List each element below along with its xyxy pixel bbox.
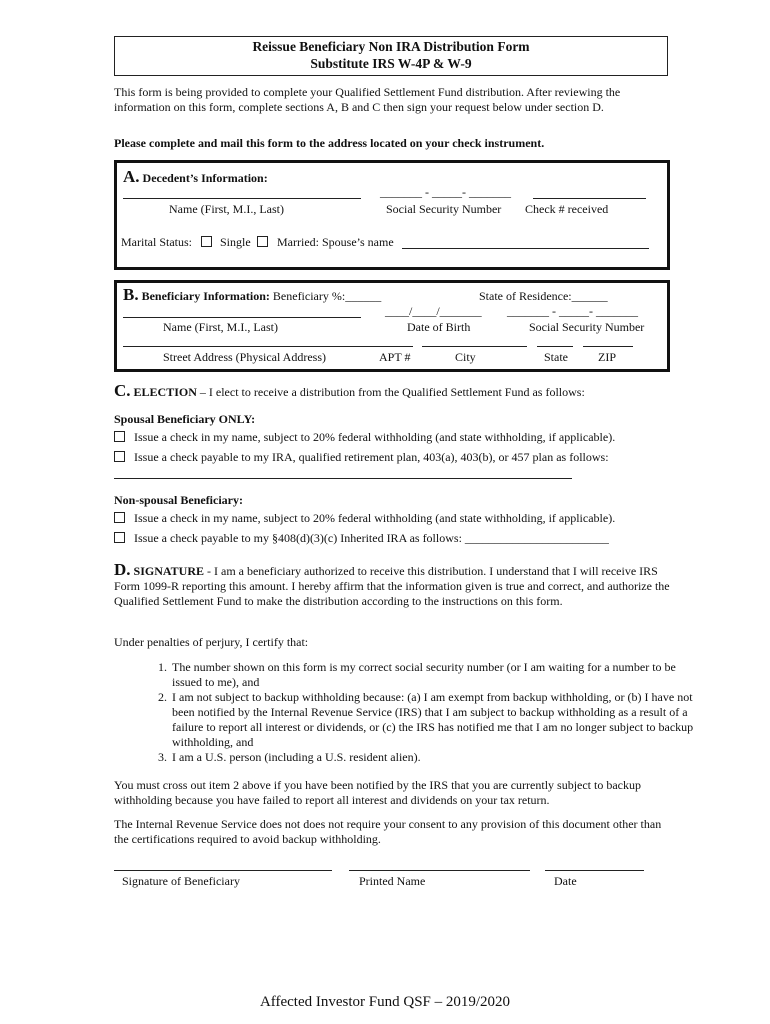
check-number-label: Check # received xyxy=(525,202,609,216)
city-label: City xyxy=(455,350,476,364)
section-c-text: – I elect to receive a distribution from the Qualified Settlement Fund as follows: xyxy=(199,385,585,399)
spousal-check-option1-checkbox[interactable] xyxy=(114,431,125,442)
form-subtitle: Substitute IRS W-4P & W-9 xyxy=(310,56,472,71)
perjury-statement: Under penalties of perjury, I certify that: xyxy=(114,635,309,649)
section-d-title: SIGNATURE xyxy=(133,564,204,578)
section-d-text: - I am a beneficiary authorized to receive this distribution. I understand that I will receive IRS Form 1099-R reporting this amount. I hereby affirm that the information given is true and correct, and authorize the Qualified Settlement Fund to make the distribution according to the instructions on this form. xyxy=(114,564,670,608)
section-a-box xyxy=(114,160,670,270)
nonspousal-check-option1-checkbox[interactable] xyxy=(114,512,125,523)
spousal-plan-field[interactable] xyxy=(114,478,572,479)
single-checkbox[interactable] xyxy=(201,236,212,247)
section-a-title: Decedent’s Information: xyxy=(142,171,268,185)
beneficiary-ssn-field[interactable]: _______ - _____- _______ xyxy=(507,304,638,318)
married-label: Married: Spouse’s name xyxy=(277,235,394,249)
footer-text: Affected Investor Fund QSF – 2019/2020 xyxy=(259,994,511,1010)
cross-out-note: You must cross out item 2 above if you have been notified by the IRS that you are currently subject to backup withholding because you have failed to report all interest and dividends on your tax return. xyxy=(114,778,642,807)
dob-field[interactable]: ____/____/_______ xyxy=(385,304,482,318)
spouse-name-field[interactable] xyxy=(402,248,649,249)
decedent-ssn-label: Social Security Number xyxy=(386,202,502,216)
state-of-residence-field[interactable]: State of Residence:______ xyxy=(479,289,608,303)
printed-name-field[interactable] xyxy=(349,870,530,871)
zip-label: ZIP xyxy=(598,350,616,364)
cert-item-3: 3. I am a U.S. person (including a U.S. resident alien). xyxy=(170,750,700,765)
section-c-title: ELECTION xyxy=(133,385,197,399)
spousal-heading: Spousal Beneficiary ONLY: xyxy=(114,412,256,426)
signature-label: Signature of Beneficiary xyxy=(122,874,240,888)
street-address-label: Street Address (Physical Address) xyxy=(163,350,326,364)
single-label: Single xyxy=(220,235,251,249)
section-d-paragraph xyxy=(114,562,674,609)
beneficiary-percent-field[interactable]: Beneficiary %:______ xyxy=(272,289,382,303)
beneficiary-ssn-label: Social Security Number xyxy=(529,320,645,334)
state-label: State xyxy=(544,350,568,364)
section-a-heading xyxy=(123,167,268,187)
printed-name-label: Printed Name xyxy=(359,874,426,888)
section-a-letter: A. xyxy=(123,167,140,186)
form-title-box xyxy=(114,36,668,76)
spousal-check-option2-checkbox[interactable] xyxy=(114,451,125,462)
street-address-field[interactable] xyxy=(123,346,413,347)
nonspousal-option2-label: Issue a check payable to my §408(d)(3)(c) Inherited IRA as follows: ________________________ xyxy=(134,531,609,545)
mail-instruction: Please complete and mail this form to the address located on your check instrument. xyxy=(114,136,545,150)
certification-list xyxy=(140,660,700,765)
nonspousal-heading: Non-spousal Beneficiary: xyxy=(114,493,243,507)
section-d-letter: D. xyxy=(114,560,131,579)
section-b-title: Beneficiary Information: xyxy=(141,289,270,303)
section-c-letter: C. xyxy=(114,381,131,400)
date-field[interactable] xyxy=(545,870,644,871)
state-field[interactable] xyxy=(537,346,573,347)
decedent-name-field[interactable] xyxy=(123,198,361,199)
apt-label: APT # xyxy=(379,350,411,364)
nonspousal-option1-label: Issue a check in my name, subject to 20% federal withholding (and state withholding, if applicable). xyxy=(134,511,616,525)
beneficiary-name-label: Name (First, M.I., Last) xyxy=(163,320,278,334)
dob-label: Date of Birth xyxy=(407,320,471,334)
intro-text: This form is being provided to complete your Qualified Settlement Fund distribution. After reviewing the information on this form, complete sections A, B and C then sign your request below under section D. xyxy=(114,85,621,114)
check-number-field[interactable] xyxy=(533,198,646,199)
section-b-box xyxy=(114,280,670,372)
date-label: Date xyxy=(554,874,577,888)
signature-field[interactable] xyxy=(114,870,332,871)
cert-item-2: 2. I am not subject to backup withholding because: (a) I am exempt from backup withholding, or (b) I have not been notified by the Internal Revenue Service (IRS) that I am subject to backup withholding as a result of a failure to report all interest or dividends, or (c) the IRS has notified me that I am no longer subject to backup withholding, and xyxy=(170,690,700,750)
spousal-option2-label: Issue a check payable to my IRA, qualified retirement plan, 403(a), 403(b), or 457 plan as follows: xyxy=(134,450,609,464)
decedent-ssn-field[interactable]: _______ - _____- _______ xyxy=(380,185,511,199)
city-field[interactable] xyxy=(422,346,527,347)
section-b-letter: B. xyxy=(123,285,139,304)
zip-field[interactable] xyxy=(583,346,633,347)
marital-status-label: Marital Status: xyxy=(121,235,192,249)
decedent-name-label: Name (First, M.I., Last) xyxy=(169,202,284,216)
cert-item-1: 1. The number shown on this form is my correct social security number (or I am waiting for a number to be issued to me), and xyxy=(170,660,700,690)
nonspousal-check-option2-checkbox[interactable] xyxy=(114,532,125,543)
section-b-heading xyxy=(123,285,381,305)
married-checkbox[interactable] xyxy=(257,236,268,247)
beneficiary-name-field[interactable] xyxy=(123,317,361,318)
section-c-heading xyxy=(114,381,585,401)
spousal-option1-label: Issue a check in my name, subject to 20% federal withholding (and state withholding, if applicable). xyxy=(134,430,616,444)
consent-note: The Internal Revenue Service does not does not require your consent to any provision of this document other than the certifications required to avoid backup withholding. xyxy=(114,817,662,846)
form-title: Reissue Beneficiary Non IRA Distribution Form xyxy=(252,39,530,54)
